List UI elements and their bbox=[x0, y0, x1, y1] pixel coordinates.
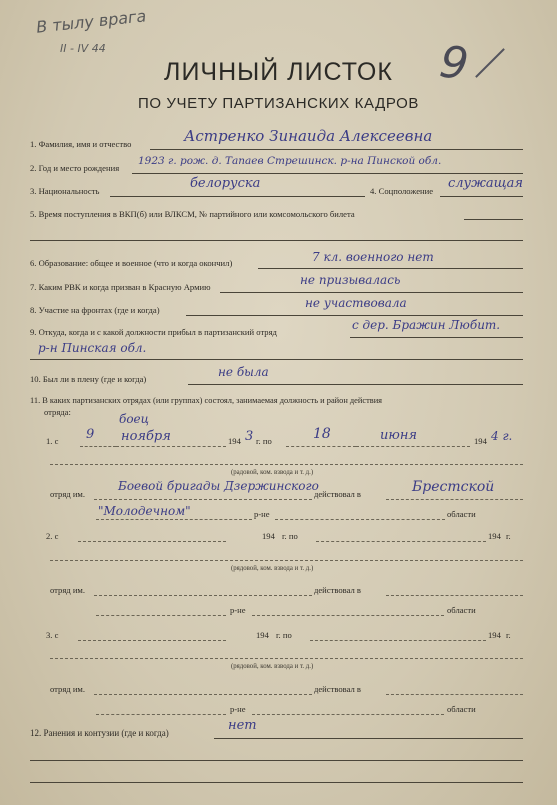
entry-2-rne-line-b bbox=[252, 615, 444, 616]
entry-2-year-to: 194 bbox=[488, 531, 501, 541]
field-5-label: 5. Время поступления в ВКП(б) или ВЛКСМ, № партийного или комсомольского билета bbox=[30, 209, 355, 219]
field-10-label: 10. Был ли в плену (где и когда) bbox=[30, 374, 147, 384]
entry-1-prefix: 1. с bbox=[46, 436, 59, 446]
entry-1-otryad-label: отряд им. bbox=[50, 489, 86, 499]
field-7-label: 7. Каким РВК и когда призван в Красную Армию bbox=[30, 282, 211, 292]
entry-1-rne-line-b bbox=[275, 519, 445, 520]
entry-1-acted-label: действовал в bbox=[314, 489, 361, 499]
field-10-line bbox=[188, 384, 523, 385]
field-3-value: белоруска bbox=[190, 176, 261, 191]
field-6-value: 7 кл. военного нет bbox=[312, 250, 434, 264]
entry-1-acted-line bbox=[386, 499, 523, 500]
page-number: 9 bbox=[436, 36, 472, 91]
field-8-value: не участвовала bbox=[305, 296, 407, 310]
entry-1-role-caption: (радовой, ком. взвода и т. д.) bbox=[231, 469, 314, 476]
field-5-line-a bbox=[464, 219, 523, 220]
field-2-value: 1923 г. рож. д. Тапаев Стрешинск. р-на Пинской обл. bbox=[138, 155, 442, 167]
entry-1-second-value: "Молодечном" bbox=[98, 504, 191, 518]
field-3-label: 3. Национальность bbox=[30, 186, 100, 196]
entry-2-rne-label: р-не bbox=[230, 605, 246, 615]
entry-2-rne-line-a bbox=[96, 615, 226, 616]
entry-1-day: 9 bbox=[86, 427, 95, 442]
entry-2-role-line bbox=[50, 560, 523, 561]
field-5-line-b bbox=[30, 240, 523, 241]
field-4-value: служащая bbox=[448, 176, 523, 191]
entry-3-acted-label: действовал в bbox=[314, 684, 361, 694]
entry-3-rne-line-b bbox=[252, 714, 444, 715]
entry-1-role-line bbox=[50, 464, 523, 465]
entry-1-year-to: 194 bbox=[474, 436, 487, 446]
field-8-label: 8. Участие на фронтах (где и когда) bbox=[30, 305, 160, 315]
entry-1-oblasti-label: области bbox=[447, 509, 476, 519]
entry-1-year-from: 194 bbox=[228, 436, 241, 446]
entry-3-g-po: г. по bbox=[276, 630, 292, 640]
field-12-line-a bbox=[214, 738, 523, 739]
entry-2-g-po: г. по bbox=[282, 531, 298, 541]
field-10-value: не была bbox=[218, 365, 269, 379]
field-4-label: 4. Соцположение bbox=[370, 186, 434, 196]
entry-3-g: г. bbox=[506, 630, 511, 640]
entry-1-month-to-line bbox=[356, 446, 470, 447]
field-11-label-2: отряда: bbox=[44, 407, 71, 417]
form-title: ЛИЧНЫЙ ЛИСТОК bbox=[164, 58, 393, 86]
entry-3-oblasti-label: области bbox=[447, 704, 476, 714]
entry-3-role-caption: (рядовой, ком. взвода и т. д.) bbox=[231, 663, 314, 670]
field-12-label: 12. Ранения и контузии (где и когда) bbox=[30, 728, 169, 738]
entry-2-date-line bbox=[78, 541, 226, 542]
field-9-line-b bbox=[30, 359, 523, 360]
entry-3-rne-label: р-не bbox=[230, 704, 246, 714]
entry-1-day-to-line bbox=[286, 446, 356, 447]
field-7-value: не призывалась bbox=[300, 273, 401, 287]
entry-3-role-line bbox=[50, 658, 523, 659]
field-12-line-b bbox=[30, 760, 523, 761]
entry-2-role-caption: (рядовой, ком. взвода и т. д.) bbox=[231, 565, 314, 572]
entry-3-year-from: 194 bbox=[256, 630, 269, 640]
pencil-note-date: II - IV 44 bbox=[60, 42, 106, 55]
field-1-line bbox=[150, 149, 523, 150]
field-12-line-c bbox=[30, 782, 523, 783]
entry-3-otryad-label: отряд им. bbox=[50, 684, 86, 694]
entry-3-year-to: 194 bbox=[488, 630, 501, 640]
entry-2-acted-label: действовал в bbox=[314, 585, 361, 595]
field-12-value: нет bbox=[228, 718, 257, 733]
entry-1-note-above: боец bbox=[119, 412, 150, 426]
entry-2-otryad-line bbox=[94, 595, 312, 596]
entry-3-rne-line-a bbox=[96, 714, 226, 715]
entry-1-day-to: 18 bbox=[313, 426, 331, 442]
field-6-label: 6. Образование: общее и военное (что и когда окончил) bbox=[30, 258, 233, 268]
form-subtitle: ПО УЧЕТУ ПАРТИЗАНСКИХ КАДРОВ bbox=[137, 95, 420, 112]
entry-1-acted-value: Брестской bbox=[412, 479, 495, 495]
field-2-label: 2. Год и место рождения bbox=[30, 163, 120, 173]
entry-1-day-line bbox=[80, 446, 116, 447]
field-9-value-1: с дер. Бражин Любит. bbox=[352, 318, 501, 332]
entry-3-prefix: 3. с bbox=[46, 630, 59, 640]
field-3-line bbox=[110, 196, 365, 197]
field-6-line bbox=[258, 268, 523, 269]
entry-1-month-to: июня bbox=[380, 428, 417, 443]
entry-2-otryad-label: отряд им. bbox=[50, 585, 86, 595]
entry-3-date-to-line bbox=[310, 640, 486, 641]
entry-1-otryad-value: Боевой бригады Дзержинского bbox=[118, 479, 319, 493]
entry-1-year-from-hw: 3 bbox=[245, 429, 254, 444]
entry-2-date-to-line bbox=[316, 541, 486, 542]
pencil-note-top: В тылу врага bbox=[35, 6, 148, 37]
entry-1-month: ноября bbox=[121, 429, 171, 444]
field-9-label: 9. Откуда, когда и с какой должности прибыл в партизанский отряд bbox=[30, 327, 277, 337]
entry-2-acted-line bbox=[386, 595, 523, 596]
entry-3-otryad-line bbox=[94, 694, 312, 695]
entry-2-prefix: 2. с bbox=[46, 531, 59, 541]
entry-2-g: г. bbox=[506, 531, 511, 541]
entry-1-month-line bbox=[116, 446, 226, 447]
entry-1-otryad-line bbox=[94, 499, 312, 500]
entry-2-year-from: 194 bbox=[262, 531, 275, 541]
field-9-line-a bbox=[350, 337, 523, 338]
field-2-line bbox=[132, 173, 523, 174]
field-1-value: Астренко Зинаида Алексеевна bbox=[184, 127, 433, 145]
field-1-label: 1. Фамилия, имя и отчество bbox=[30, 139, 132, 149]
entry-1-rne-label: р-не bbox=[254, 509, 270, 519]
entry-1-g-po: г. по bbox=[256, 436, 272, 446]
field-11-label-1: 11. В каких партизанских отрядах (или группах) состоял, занимаемая должность и район действия bbox=[30, 396, 383, 405]
entry-1-rne-line-a bbox=[96, 519, 252, 520]
entry-2-oblasti-label: области bbox=[447, 605, 476, 615]
field-4-line bbox=[440, 196, 523, 197]
entry-3-date-line bbox=[78, 640, 226, 641]
field-9-value-2: р-н Пинская обл. bbox=[38, 341, 147, 355]
field-8-line bbox=[186, 315, 523, 316]
entry-3-acted-line bbox=[386, 694, 523, 695]
field-7-line bbox=[220, 292, 523, 293]
entry-1-year-to-hw: 4 г. bbox=[491, 429, 513, 443]
